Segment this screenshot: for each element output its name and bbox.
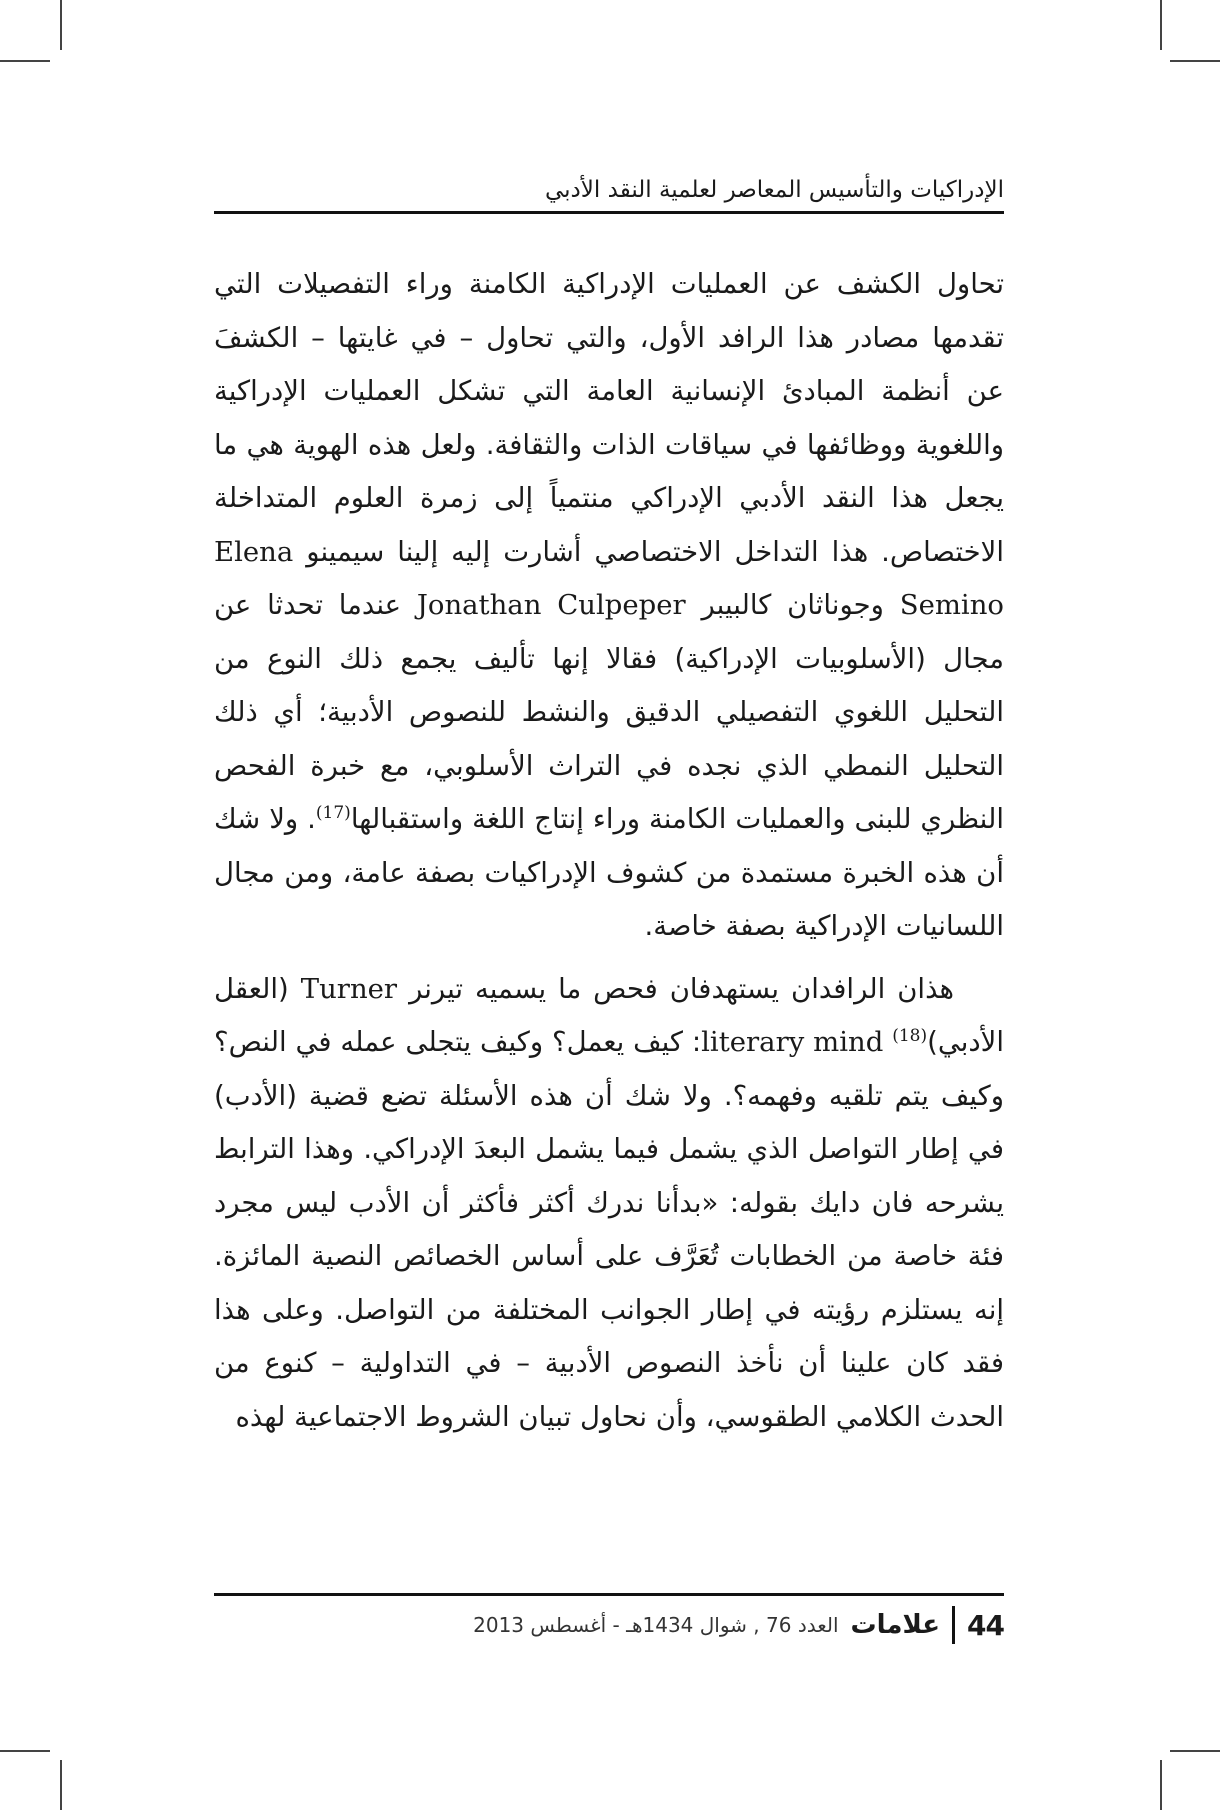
crop-mark — [1170, 60, 1220, 62]
crop-mark — [60, 1760, 62, 1810]
p1-latin-culpeper: Jonathan Culpeper — [416, 589, 686, 621]
issue-info: العدد 76 , شوال 1434هـ - أغسطس 2013 — [473, 1613, 839, 1637]
p2-latin-turner: Turner — [300, 972, 398, 1005]
footer — [214, 1603, 1004, 1647]
crop-mark — [0, 60, 50, 62]
p1-latin-semino: Elena Semino — [214, 535, 1004, 621]
journal-logo: علامات — [850, 1610, 941, 1640]
p2-latin-literary-mind: literary mind — [701, 1026, 884, 1058]
paragraph-1 — [214, 258, 1004, 954]
header-rule — [214, 211, 1004, 214]
p2-text-a: هذان الرافدان يستهدفان فحص ما يسميه تيرنر — [409, 972, 955, 1005]
crop-mark — [0, 1750, 50, 1752]
crop-mark — [60, 0, 62, 50]
p1-text-d: . ولا شك أن هذه الخبرة مستمدة من كشوف الإدراكيات بصفة عامة، ومن مجال اللسانيات الإدراكية بصفة خاصة. — [214, 803, 1004, 942]
crop-mark — [1160, 1760, 1162, 1810]
p2-text-b: (العقل الأدبي) — [214, 972, 1004, 1058]
footnote-ref-17[interactable]: (17) — [315, 802, 351, 823]
body-text — [214, 258, 1004, 1453]
crop-mark — [1160, 0, 1162, 50]
p1-text-b: وجوناثان كالبيبر — [701, 589, 884, 621]
p2-text-c: : كيف يعمل؟ وكيف يتجلى عمله في النص؟ وكيف يتم تلقيه وفهمه؟. ولا شك أن هذه الأسئلة تضع قضية (الأدب) في إطار التواصل الذي يشمل فيما يشمل البعدَ الإدراكي. وهذا الترابط يشرحه فان دايك بقوله: «بدأنا ندرك أكثر فأكثر أن الأدب ليس مجرد فئة خاصة من الخطابات تُعَرَّف على أساس الخصائص النصية المائزة. إنه يستلزم رؤيته في إطار الجوانب المختلفة من التواصل. وعلى هذا فقد كان علينا أن نأخذ النصوص الأدبية – في التداولية – كنوع من الحدث الكلامي الطقوسي، وأن نحاول تبيان الشروط الاجتماعية لهذه — [214, 1026, 1004, 1433]
p1-text-a: تحاول الكشف عن العمليات الإدراكية الكامنة وراء التفصيلات التي تقدمها مصادر هذا الرافد الأول، والتي تحاول – في غايتها – الكشفَ عن أنظمة المبادئ الإنسانية العامة التي تشكل العمليات الإدراكية واللغوية ووظائفها في سياقات الذات والثقافة. ولعل هذه الهوية هي ما يجعل هذا النقد الأدبي الإدراكي منتمياً إلى زمرة العلوم المتداخلة الاختصاص. هذا التداخل الاختصاصي أشارت إليه إلينا سيمينو — [214, 268, 1004, 568]
crop-mark — [1170, 1750, 1220, 1752]
page-number: 44 — [967, 1608, 1004, 1642]
p1-text-c: عندما تحدثا عن مجال (الأسلوبيات الإدراكية) فقالا إنها تأليف يجمع ذلك النوع من التحليل اللغوي التفصيلي الدقيق والنشط للنصوص الأدبية؛ أي ذلك التحليل النمطي الذي نجده في التراث الأسلوبي، مع خبرة الفحص النظري للبنى والعمليات الكامنة وراء إنتاج اللغة واستقبالها — [214, 589, 1005, 835]
footnote-ref-18[interactable]: (18) — [892, 1025, 928, 1046]
footer-divider — [952, 1606, 955, 1644]
footer-rule — [214, 1593, 1004, 1596]
paragraph-2 — [214, 963, 1004, 1445]
running-head: الإدراكيات والتأسيس المعاصر لعلمية النقد الأدبي — [544, 177, 1004, 203]
